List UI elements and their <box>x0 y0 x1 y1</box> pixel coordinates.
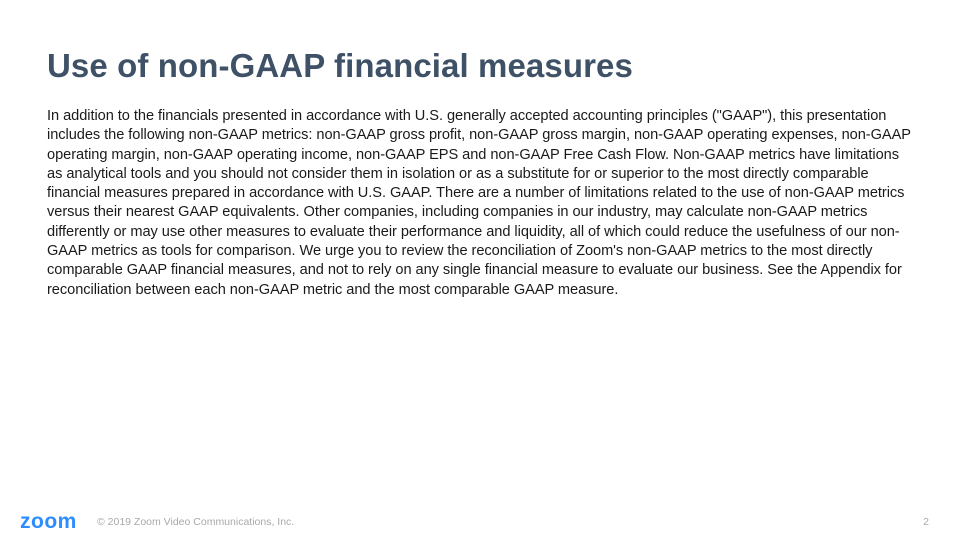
page-number: 2 <box>923 516 929 528</box>
slide-title: Use of non-GAAP financial measures <box>47 47 633 84</box>
slide-footer <box>0 506 960 536</box>
zoom-logo: zoom <box>20 510 77 533</box>
copyright-notice: © 2019 Zoom Video Communications, Inc. <box>97 516 295 528</box>
slide-body-text: In addition to the financials presented in accordance with U.S. generally accepted accounting principles ("GAAP"), this presentation includes the following non-GAAP metrics: non-GAAP gross profit, non-GAAP gross margin, non-GAAP operating expenses, non-GAAP operating margin, non-GAAP operating income, non-GAAP EPS and non-GAAP Free Cash Flow. Non-GAAP metrics have limitations as analytical tools and you should not consider them in isolation or as a substitute for or superior to the most directly comparable financial measures prepared in accordance with U.S. GAAP. There are a number of limitations related to the use of non-GAAP metrics versus their nearest GAAP equivalents. Other companies, including companies in our industry, may calculate non-GAAP metrics differently or may use other measures to evaluate their performance and liquidity, all of which could reduce the usefulness of our non-GAAP metrics as tools for comparison. We urge you to review the reconciliation of Zoom's non-GAAP metrics to the most directly comparable GAAP financial measures, and not to rely on any single financial measure to evaluate our business. See the Appendix for reconciliation between each non-GAAP metric and the most comparable GAAP measure. <box>47 108 911 298</box>
